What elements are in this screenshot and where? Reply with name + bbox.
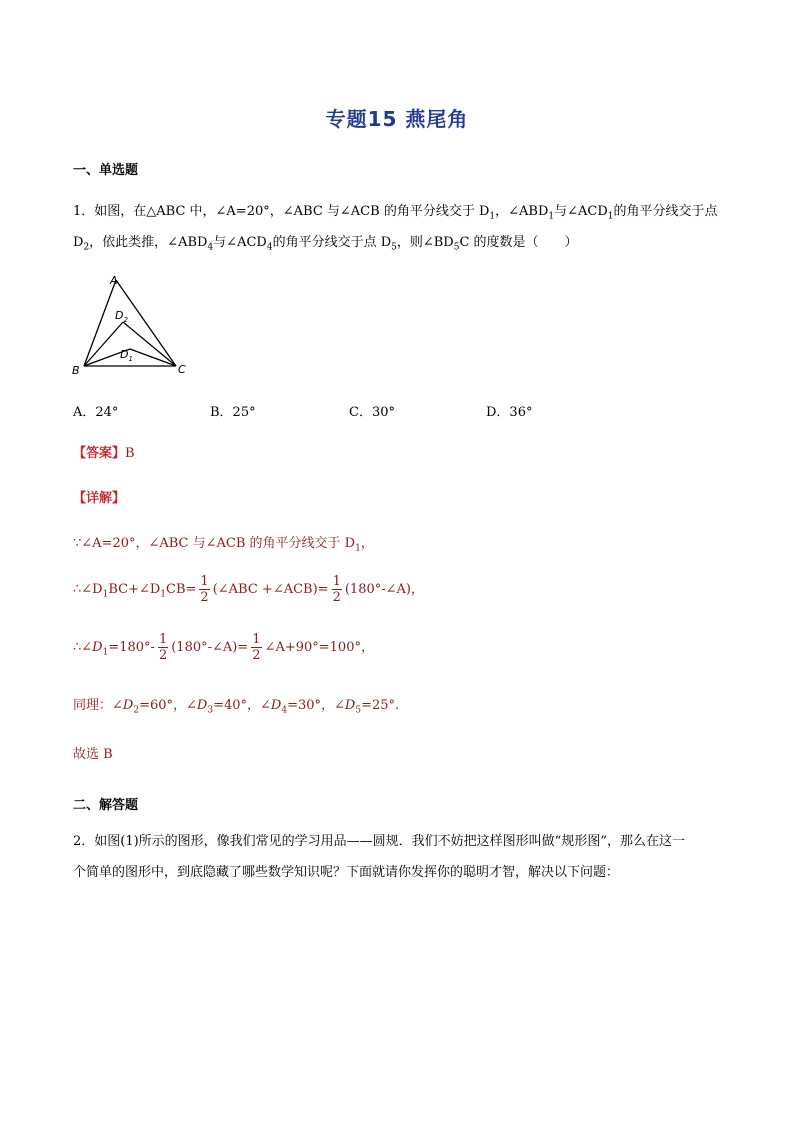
- label-a: A: [110, 274, 118, 287]
- line-cd1: [130, 349, 176, 366]
- fraction-half: $\frac{1}{2}$: [158, 632, 168, 663]
- solution-conclusion: 故选 B: [73, 747, 113, 762]
- label-c: C: [178, 363, 186, 376]
- option-c: C．30°: [349, 405, 395, 420]
- fraction-half: $\frac{1}{2}$: [252, 632, 261, 663]
- label-d2: $D_2$: [115, 309, 128, 324]
- triangle-figure: [68, 272, 198, 380]
- section-heading-single-choice: 一、单选题: [73, 163, 139, 178]
- question-2-line-2: 个简单的图形中，到底隐藏了哪些数学知识呢？下面就请你发挥你的聪明才智，解决以下问题：: [73, 865, 620, 880]
- fraction-half: $\frac{1}{2}$: [200, 574, 209, 605]
- label-b: B: [72, 364, 80, 377]
- side-ab: [84, 280, 116, 366]
- question-1-line-1: 1．如图，在△ABC 中，∠A=20°，∠ABC 与∠ACB 的角平分线交于 $D_1$，$\angle ABD_1$与$\angle ACD_1$的角平分线交于点: [73, 204, 718, 222]
- option-d: D．36°: [486, 405, 533, 420]
- option-b: B．25°: [210, 405, 256, 420]
- option-a: A．24°: [73, 405, 119, 420]
- solution-line-1: ∵∠A=20°，∠ABC 与∠ACB 的角平分线交于 $D_1$，: [73, 536, 374, 554]
- label-d1: $D_1$: [120, 348, 133, 363]
- solution-line-2: $\therefore\angle D_1BC+\angle D_1CB=$ $\frac{1}{2}$ (∠ABC +∠ACB)= $\frac{1}{2}$ (180°-∠A)，: [73, 574, 424, 605]
- fraction-half: $\frac{1}{2}$: [332, 574, 341, 605]
- section-heading-answer: 二、解答题: [73, 798, 139, 813]
- solution-line-4: 同理：$\angle D_2=60^\circ$，$\angle D_3=40^\circ$，$\angle D_4=30^\circ$，$\angle D_5=25^\circ$.: [73, 698, 400, 716]
- answer-line: 【答案】B: [73, 446, 135, 461]
- page-title: 专题15 燕尾角: [325, 107, 469, 131]
- solution-line-3: $\therefore\angle D_1=180^\circ-$ $\frac{1}{2}$ (180°-∠A)= $\frac{1}{2}$ ∠A+90°=100°，: [73, 632, 374, 663]
- detail-label: 【详解】: [73, 491, 126, 506]
- question-2-line-1: 2．如图(1)所示的图形，像我们常见的学习用品——圆规．我们不妨把这样图形叫做“规形图”，那么在这一: [73, 834, 685, 849]
- question-1-line-2: $D_2$，依此类推，$\angle ABD_4$与$\angle ACD_4$的角平分线交于点 $D_5$，则$\angle BD_5C$ 的度数是（ ）: [73, 235, 578, 253]
